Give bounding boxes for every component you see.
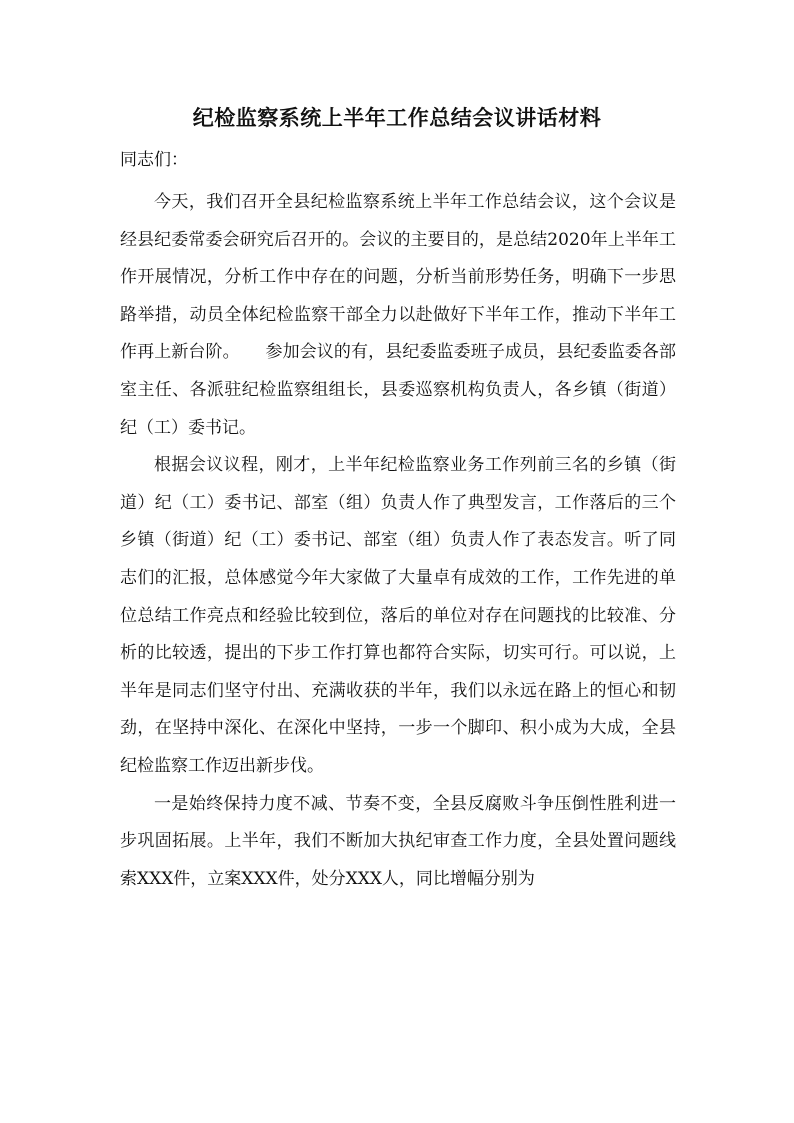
document-title: 纪检监察系统上半年工作总结会议讲话材料 (192, 105, 602, 130)
document-body (120, 184, 676, 898)
paragraph-agenda: 根据会议议程，刚才，上半年纪检监察业务工作列前三名的乡镇（街道）纪（工）委书记、部室（组）负责人作了典型发言，工作落后的三个乡镇（街道）纪（工）委书记、部室（组）负责人作了表态发言。听了同志们的汇报，总体感觉今年大家做了大量卓有成效的工作，工作先进的单位总结工作亮点和经验比较到位，落后的单位对存在问题找的比较准、分析的比较透，提出的下步工作打算也都符合实际，切实可行。可以说，上半年是同志们坚守付出、充满收获的半年，我们以永远在路上的恒心和韧劲，在坚持中深化、在深化中坚持，一步一个脚印、积小成为大成，全县纪检监察工作迈出新步伐。 (120, 455, 676, 776)
salutation: 同志们： (120, 150, 188, 170)
paragraph-opening: 今天，我们召开全县纪检监察系统上半年工作总结会议，这个会议是经县纪委常委会研究后召开的。会议的主要目的，是总结2020年上半年工作开展情况，分析工作中存在的问题，分析当前形势任务，明确下一步思路举措，动员全体纪检监察干部全力以赴做好下半年工作，推动下半年工作再上新台阶。 参加会议的有，县纪委监委班子成员，县纪委监委各部室主任、各派驻纪检监察组组长，县委巡察机构负责人，各乡镇（街道）纪（工）委书记。 (120, 192, 676, 438)
paragraph-point-one: 一是始终保持力度不减、节奏不变，全县反腐败斗争压倒性胜利进一步巩固拓展。上半年，我们不断加大执纪审查工作力度，全县处置问题线索XXX件，立案XXX件，处分XXX人，同比增幅分别为 (120, 793, 676, 889)
